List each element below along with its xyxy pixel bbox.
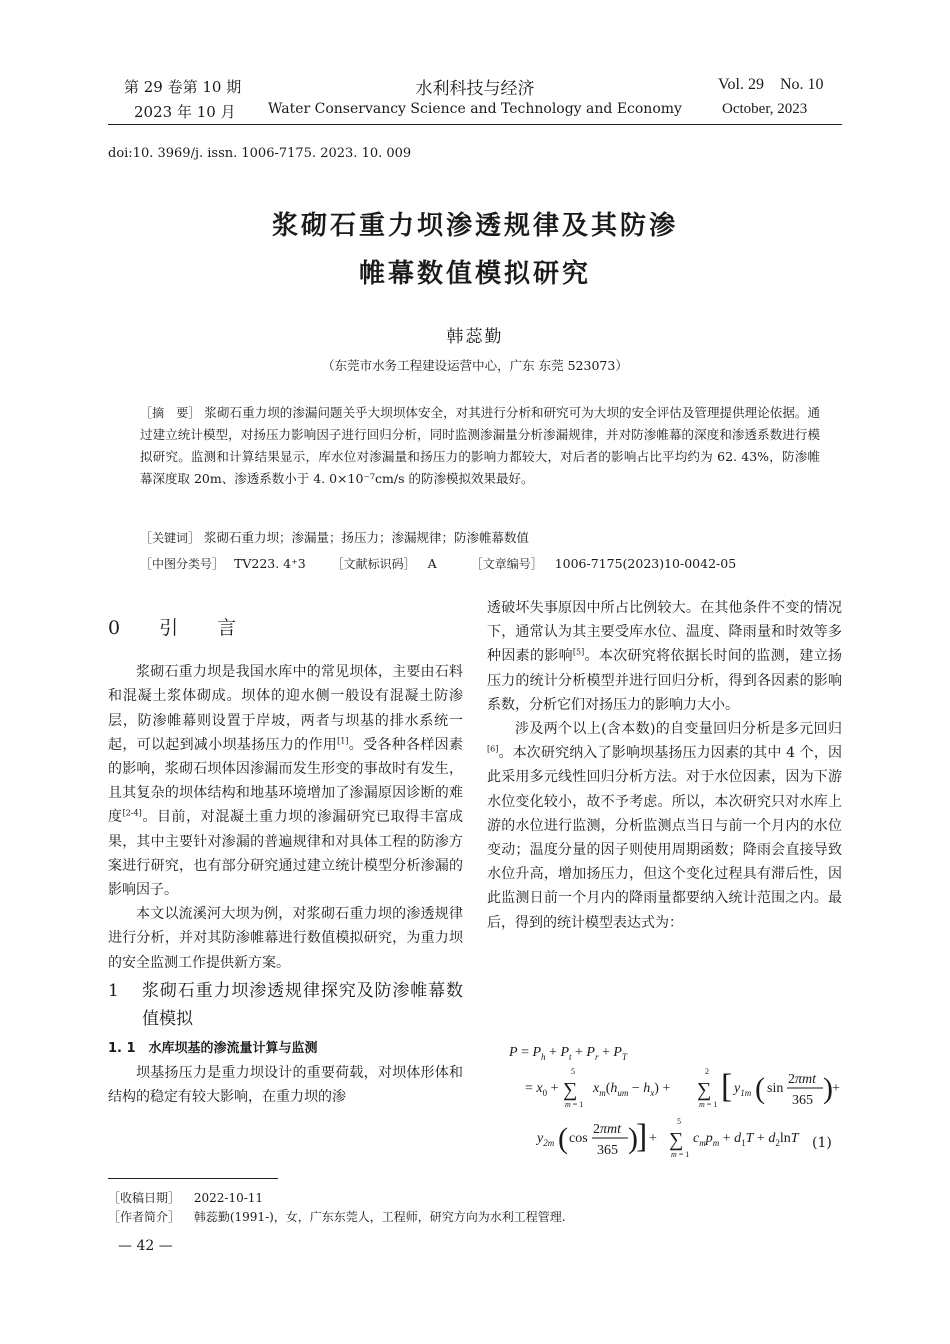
svg-text:= x0 +: = $x_0$ + — [525, 1081, 559, 1098]
svg-text:): ) — [823, 1072, 833, 1105]
svg-text:∑: ∑ — [563, 1079, 578, 1101]
received-date — [108, 1189, 263, 1206]
section-1-title: 浆砌石重力坝渗透规律探究及防渗帷幕数值模拟 — [142, 980, 463, 1029]
svg-text:2πmt: 2πmt — [593, 1122, 622, 1137]
paper-title-line2: 帷幕数值模拟研究 — [358, 259, 591, 289]
svg-text:y1m: $y_{1m}$ — [734, 1081, 752, 1098]
intro-p1-part-c: 。目前，对混凝土重力坝的渗漏研究已取得丰富成果，其中主要针对渗漏的普遍规律和对具体工程的防渗方案进行研究，也有部分研究通过建立统计模型分析渗漏的影响因子。 — [108, 809, 464, 899]
section-1-number: 1 — [108, 980, 119, 1001]
right-paragraph-1 — [487, 596, 842, 717]
svg-text:∑: ∑ — [697, 1079, 712, 1101]
author-bio-value: 韩蕊勤(1991-)，女，广东东莞人，工程师，研究方向为水利工程管理. — [193, 1210, 566, 1224]
citation-6: [6] — [487, 744, 499, 754]
intro-p1-part-a: 浆砌石重力坝是我国水库中的常见坝体，主要由石料和混凝土浆体砌成。坝体的迎水侧一般设有混凝土防渗层，防渗帷幕则设置于岸坡，两者与坝基的排水系统一起，可以起到减小坝基扬压力的作用 — [108, 664, 463, 753]
keywords-text: 浆砌石重力坝；渗漏量；扬压力；渗漏规律；防渗帷幕数值 — [204, 530, 530, 545]
svg-text:P = Ph + Pt + Pr + PT: $P = P_h + P_t + P_r + P_T$ — [509, 1045, 627, 1062]
citation-2-4: [2-4] — [122, 808, 142, 818]
citation-1: [1] — [337, 736, 349, 746]
right-p2-part-a: 涉及两个以上(含本数)的自变量回归分析是多元回归 — [515, 721, 842, 738]
svg-text:m = 1: m = 1 — [671, 1150, 690, 1158]
section-1-heading — [108, 977, 463, 1033]
svg-text:(: ( — [558, 1122, 568, 1155]
doc-code-label: ［文献标识码］ — [331, 557, 416, 571]
received-date-label: ［收稿日期］ — [108, 1191, 181, 1205]
paper-title-line1: 浆砌石重力坝渗透规律及其防渗 — [271, 211, 678, 241]
page-number: — 42 — — [118, 1238, 173, 1254]
author-bio-label: ［作者简介］ — [108, 1210, 181, 1224]
svg-text:5: 5 — [571, 1067, 575, 1076]
keywords — [140, 528, 529, 546]
abstract-text: 浆砌石重力坝的渗漏问题关乎大坝坝体安全，对其进行分析和研究可为大坝的安全评估及管理提供理论依据。通过建立统计模型，对扬压力影响因子进行回归分析，同时监测渗漏量分析渗漏规律，并对防渗帷幕的深度和渗透系数进行模拟研究。监测和计算结果显示，库水位对渗漏量和扬压力的影响力都较大，对后者的影响占比平均约为 62. 43%，防渗帷幕深度取 20m、渗透系数小于 4. 0×10⁻⁷cm/s 的防渗模拟效果最好。 — [140, 405, 820, 486]
equation-1-label: (1) — [812, 1135, 832, 1151]
intro-p1-part-b: 。受各种各样因素的影响，浆砌石坝体因渗漏而发生形变的事故时有发生，且其复杂的坝体结构和地基环境增加了渗漏原因诊断的难度 — [108, 736, 464, 826]
svg-text:y2m: $y_{2m}$ — [537, 1131, 555, 1148]
author-name: 韩蕊勤 — [446, 327, 504, 347]
article-number-value: 1006-7175(2023)10-0042-05 — [554, 556, 737, 571]
right-p2-part-b: 。本次研究纳入了影响坝基扬压力因素的其中 4 个，因此采用多元线性回归分析方法。对于水位因素，因为下游水位变化较小，故不予考虑。所以，本次研究只对水库上游的水位进行监测，分析监测点当日与前一个月内的水位变动；温度分量的因子则使用周期函数；降雨会直接导致水位升高，增加扬压力，但这个变化过程具有滞后性，因此监测日前一个月内的降雨量都要纳入统计范围之内。最后，得到的统计模型表达式为： — [487, 745, 842, 931]
date-cn: 2023 年 10 月 — [134, 103, 236, 121]
svg-text:m = 1: m = 1 — [699, 1100, 718, 1109]
keywords-label: ［关键词］ — [140, 531, 201, 545]
journal-title-en: Water Conservancy Science and Technology and Economy — [268, 101, 682, 117]
svg-text:2πmt: 2πmt — [788, 1072, 817, 1087]
abstract-label: ［摘 要］ — [140, 406, 201, 420]
svg-text:∑: ∑ — [669, 1129, 684, 1151]
journal-title-cn: 水利科技与经济 — [415, 79, 535, 99]
abstract — [140, 402, 820, 490]
section-0-heading: 0 引 言 — [108, 617, 247, 639]
doi: doi:10. 3969/j. issn. 1006-7175. 2023. 10. 009 — [108, 146, 412, 161]
svg-text:[: [ — [721, 1068, 733, 1105]
svg-text:sin: sin — [767, 1081, 784, 1096]
footnote-rule — [108, 1178, 278, 1179]
clc-value: TV223. 4⁺3 — [234, 556, 306, 571]
author-bio — [108, 1208, 566, 1225]
classification-line — [140, 555, 736, 572]
svg-text:5: 5 — [677, 1117, 681, 1126]
svg-text:cmpm + d1T + d2lnT: $c_mp_m + d_1T + d_2\ln T$ — [693, 1131, 799, 1148]
subsection-1-1-heading: 1. 1 水库坝基的渗流量计算与监测 — [108, 1040, 318, 1056]
svg-text:]: ] — [636, 1118, 648, 1155]
right-p1-part-a: 透破坏失事原因中所占比例较大。在其他条件不变的情况下，通常认为其主要受库水位、温度、降雨量和时效等多种因素的影响 — [487, 600, 842, 665]
svg-text:cos: cos — [569, 1131, 588, 1146]
left-column — [108, 602, 463, 1109]
svg-text:): ) — [628, 1122, 638, 1155]
svg-text:365: 365 — [792, 1093, 813, 1108]
section-1-1-paragraph: 坝基扬压力是重力坝设计的重要荷载，对坝体形体和结构的稳定有较大影响，在重力坝的渗 — [108, 1065, 463, 1106]
intro-paragraph-2: 本文以流溪河大坝为例，对浆砌石重力坝的渗透规律进行分析，并对其防渗帷幕进行数值模拟研究，为重力坝的安全监测工作提供新方案。 — [108, 906, 463, 971]
received-date-value: 2022-10-11 — [193, 1191, 264, 1205]
doc-code-value: A — [427, 556, 437, 571]
clc-label: ［中图分类号］ — [140, 557, 225, 571]
article-number-label: ［文章编号］ — [470, 557, 543, 571]
volume-issue-en: Vol. 29 No. 10 — [718, 76, 824, 93]
equation-1 — [487, 1040, 842, 1158]
volume-issue-cn: 第 29 卷第 10 期 — [124, 78, 242, 96]
right-paragraph-2 — [487, 717, 842, 935]
header-rule — [108, 124, 842, 125]
svg-text:+: + — [832, 1081, 840, 1096]
citation-5: [5] — [572, 647, 585, 657]
intro-paragraph-1 — [108, 660, 463, 902]
svg-text:365: 365 — [597, 1143, 618, 1158]
affiliation: （东莞市水务工程建设运营中心，广东 东莞 523073） — [322, 358, 628, 373]
right-column — [487, 596, 842, 935]
svg-text:+: + — [649, 1131, 657, 1146]
svg-text:(: ( — [755, 1072, 765, 1105]
svg-text:xm(hum − hx) +: $x_m(h_{um} - h_x)$ + — [593, 1081, 671, 1098]
svg-text:m = 1: m = 1 — [565, 1100, 584, 1109]
date-en: October, 2023 — [722, 101, 808, 117]
right-p1-part-b: 。本次研究将依据长时间的监测，建立扬压力的统计分析模型并进行回归分析，得到各因素的影响系数，分析它们对扬压力的影响力大小。 — [487, 648, 843, 713]
svg-text:2: 2 — [705, 1067, 709, 1076]
equation-1-formula — [487, 1040, 842, 1158]
